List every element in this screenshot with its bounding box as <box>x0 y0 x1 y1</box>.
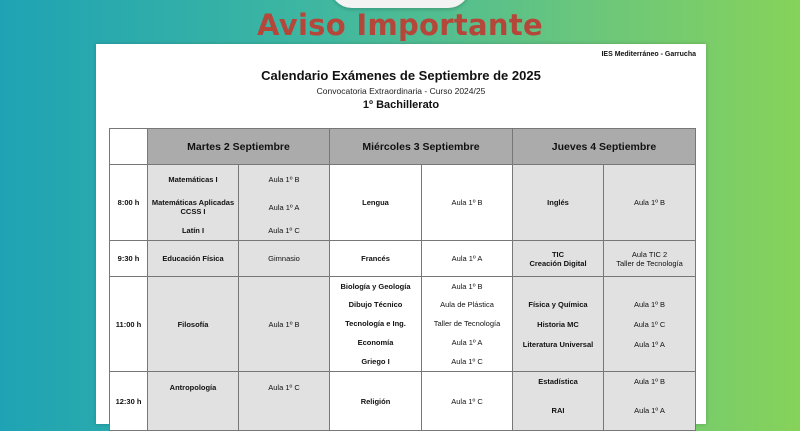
room-name: Aula 1º C <box>451 357 483 366</box>
subject-name: Matemáticas Aplicadas CCSS I <box>151 198 235 216</box>
schedule-row <box>110 241 696 277</box>
room-name: Aula 1º B <box>268 319 300 329</box>
time-slot: 12:30 h <box>110 372 148 431</box>
corner-cell <box>110 129 148 165</box>
room-name: Aula 1º A <box>634 405 665 415</box>
room-cell <box>604 241 696 277</box>
time-slot: 9:30 h <box>110 241 148 277</box>
room-name: Aula de Plástica <box>440 299 494 309</box>
subject-name: Biología y Geología <box>340 281 411 291</box>
room-cell <box>604 165 696 241</box>
document-subtitle: Convocatoria Extraordinaria - Curso 2024/25 <box>316 86 486 96</box>
day-header: Miércoles 3 Septiembre <box>330 129 513 165</box>
subject-cell <box>513 165 604 241</box>
subject-name: TIC Creación Digital <box>529 249 587 268</box>
room-name: Aula TIC 2 Taller de Tecnología <box>616 249 683 268</box>
subject-name: Filosofía <box>177 319 209 329</box>
subject-name: Religión <box>360 396 391 406</box>
room-cell <box>422 277 513 372</box>
room-name: Aula 1º B <box>633 376 666 386</box>
subject-cell <box>148 277 239 372</box>
room-name: Aula 1º C <box>268 382 300 392</box>
room-name: Aula 1º C <box>268 226 300 235</box>
school-name: IES Mediterráneo - Garrucha <box>601 51 696 58</box>
subject-name: Latín I <box>181 226 205 235</box>
room-name: Gimnasio <box>268 254 300 263</box>
room-name: Aula 1º B <box>633 198 666 207</box>
subject-name: Antropología <box>169 382 217 392</box>
room-name: Aula 1º A <box>268 202 300 212</box>
subject-cell <box>148 372 239 431</box>
subject-name: Inglés <box>547 198 569 207</box>
subject-name: Educación Física <box>162 254 224 263</box>
room-name: Aula 1º C <box>451 396 483 406</box>
subject-name: Francés <box>361 254 390 263</box>
subject-cell <box>330 241 422 277</box>
subject-cell <box>513 241 604 277</box>
course-level: 1º Bachillerato <box>362 99 440 111</box>
room-name: Aula 1º A <box>634 339 665 349</box>
subject-cell <box>330 165 422 241</box>
subject-cell <box>330 372 422 431</box>
day-header: Jueves 4 Septiembre <box>513 129 696 165</box>
subject-cell <box>513 372 604 431</box>
subject-name: RAI <box>551 405 565 415</box>
subject-name: Tecnología e Ing. <box>345 318 406 328</box>
schedule-row <box>110 165 696 241</box>
subject-cell <box>148 165 239 241</box>
room-name: Aula 1º A <box>451 254 483 263</box>
room-name: Aula 1º B <box>633 299 666 309</box>
room-cell <box>239 165 330 241</box>
subject-name <box>148 402 238 430</box>
room-cell <box>422 241 513 277</box>
time-slot: 11:00 h <box>110 277 148 372</box>
room-name: Aula 1º A <box>451 338 483 347</box>
room-cell <box>422 165 513 241</box>
room-name: Aula 1º B <box>451 198 483 207</box>
subject-name: Economía <box>357 338 394 347</box>
subject-name: Griego I <box>361 357 390 366</box>
room-name: Taller de Tecnología <box>433 318 501 328</box>
schedule-row <box>110 372 696 431</box>
room-name <box>239 402 329 430</box>
room-name: Aula 1º B <box>268 174 300 184</box>
room-cell <box>604 277 696 372</box>
room-name: Aula 1º C <box>633 319 666 329</box>
day-header: Martes 2 Septiembre <box>148 129 330 165</box>
subject-name: Literatura Universal <box>522 339 594 349</box>
room-cell <box>239 372 330 431</box>
subject-name: Lengua <box>362 198 389 207</box>
schedule-row <box>110 277 696 372</box>
banner-title: Aviso Importante <box>257 8 543 42</box>
subject-name: Historia MC <box>537 319 579 329</box>
time-slot: 8:00 h <box>110 165 148 241</box>
subject-name: Estadística <box>538 376 578 386</box>
subject-cell <box>513 277 604 372</box>
room-name: Aula 1º B <box>451 281 483 291</box>
subject-name: Matemáticas I <box>168 174 218 184</box>
exam-calendar-document <box>96 44 706 424</box>
document-title: Calendario Exámenes de Septiembre de 2025 <box>261 68 541 83</box>
subject-name: Física y Química <box>528 299 588 309</box>
subject-name: Dibujo Técnico <box>348 299 403 309</box>
exam-schedule-table <box>109 128 696 431</box>
subject-cell <box>330 277 422 372</box>
room-cell <box>239 277 330 372</box>
subject-cell <box>148 241 239 277</box>
room-cell <box>422 372 513 431</box>
top-photo <box>330 0 470 8</box>
room-cell <box>604 372 696 431</box>
room-cell <box>239 241 330 277</box>
